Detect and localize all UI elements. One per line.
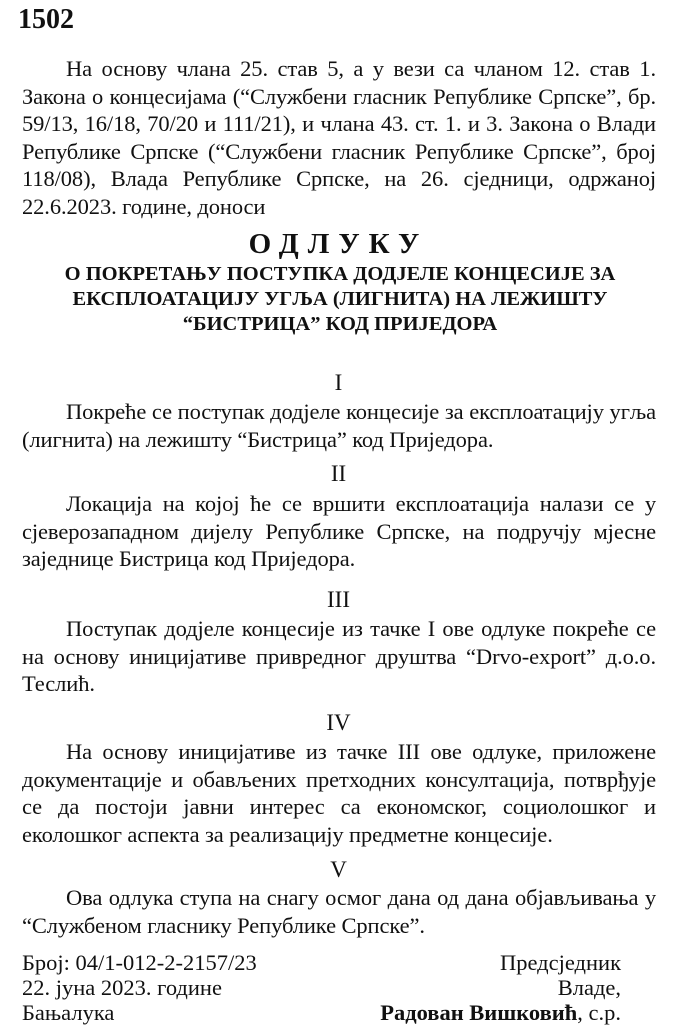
section-numeral-2: II bbox=[330, 461, 347, 486]
section-numeral-4: IV bbox=[326, 710, 351, 735]
section-numeral-1: I bbox=[334, 370, 343, 395]
footer-date: 22. јуна 2023. године bbox=[22, 975, 222, 1000]
section-numeral-3: III bbox=[327, 587, 350, 612]
section-text-1: Покреће се поступак додјеле концесије за експлоатацију угља (лигнита) на лежишту “Бистрица” код Приједора. bbox=[22, 399, 656, 452]
preamble: На основу члана 25. став 5, а у вези са чланом 12. став 1. Закона о концесијама (“Службени гласник Републике Српске”, бр. 59/13, 16/18, 70/20 и 111/21), и члана 43. ст. 1. и 3. Закона о Влади Републике Српске (“Службени гласник Републике Српске”, број 118/08), Влада Републике Српске, на 26. сједници, одржаној 22.6.2023. године, доноси bbox=[22, 56, 656, 219]
signatory-name: Радован Вишковић bbox=[380, 1000, 578, 1025]
section-text-3: Поступак додјеле концесије из тачке I ове одлуке покреће се на основу иницијативе привредног друштва “Drvo-export” д.о.о. Теслић. bbox=[22, 616, 656, 696]
section-text-4: На основу иницијативе из тачке III ове одлуке, приложене документације и обављених претходних консултација, потврђује се да постоји јавни интерес са економског, социолошког и еколошког аспекта за реализацију предметне концесије. bbox=[22, 739, 656, 847]
signature-mark: , с.р. bbox=[577, 1000, 621, 1025]
footer-place: Бањалука bbox=[22, 1000, 115, 1025]
decision-subtitle: О ПОКРЕТАЊУ ПОСТУПКА ДОДЈЕЛЕ КОНЦЕСИЈЕ ЗА ЕКСПЛОАТАЦИЈУ УГЉА (ЛИГНИТА) НА ЛЕЖИШТУ “БИСТРИЦА” КОД ПРИЈЕДОРА bbox=[64, 263, 616, 335]
footer-number: Број: 04/1-012-2-2157/23 bbox=[22, 950, 257, 975]
document-number: 1502 bbox=[18, 4, 74, 35]
footer-position: Предсједник bbox=[499, 950, 621, 975]
section-text-5: Ова одлука ступа на снагу осмог дана од дана објављивања у “Службеном гласнику Републике Српске”. bbox=[22, 885, 656, 938]
footer-left bbox=[22, 950, 257, 1025]
section-text-2: Локација на којој ће се вршити експлоатација налази се у сјеверозападном дијелу Републике Српске, на подручју мјесне заједнице Бистрица код Приједора. bbox=[22, 491, 656, 571]
footer-right bbox=[380, 950, 621, 1025]
section-numeral-5: V bbox=[330, 857, 347, 882]
footer-signature-line bbox=[380, 1000, 621, 1025]
decision-title: ОДЛУКУ bbox=[248, 228, 429, 260]
footer-body: Владе, bbox=[557, 975, 621, 1000]
